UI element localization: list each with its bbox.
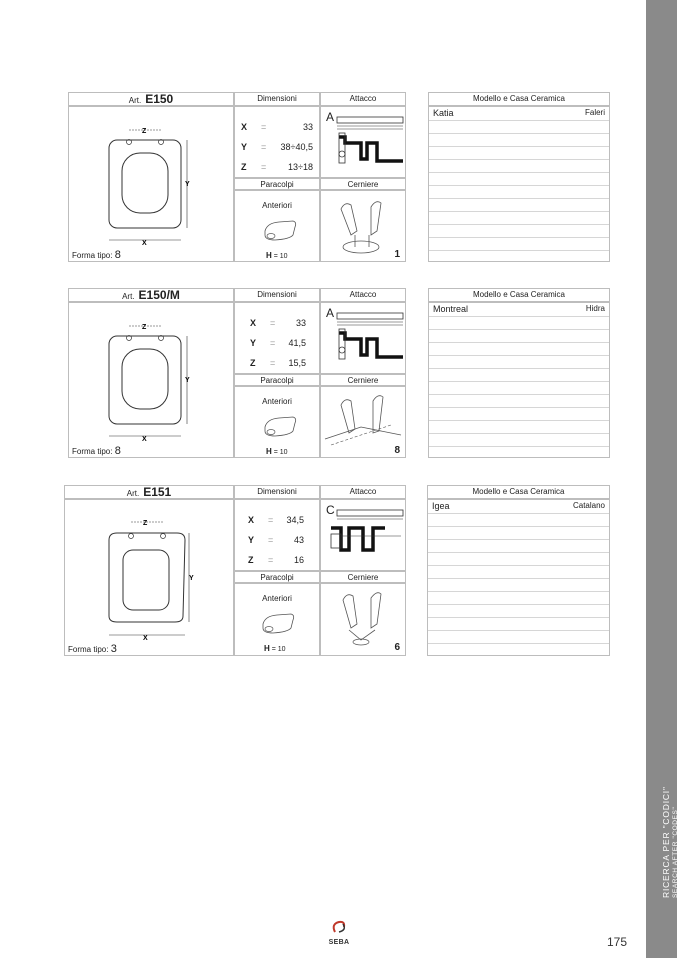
modello-header: Modello e Casa Ceramica — [427, 485, 610, 499]
attacco-cell — [320, 499, 406, 571]
forma-tipo: Forma tipo: 3 — [68, 643, 117, 655]
h-value: H = 10 — [264, 644, 286, 653]
model-row-empty — [429, 407, 609, 421]
model-row: Katia Faleri — [429, 107, 609, 121]
model-row-empty — [429, 342, 609, 356]
model-row-empty — [429, 329, 609, 343]
seat-drawing-cell — [68, 106, 234, 262]
attacco-cell — [320, 302, 406, 374]
model-row-empty — [429, 316, 609, 330]
model-row-empty — [429, 211, 609, 225]
model-row: Montreal Hidra — [429, 303, 609, 317]
dim-x-row: X = 33 — [250, 318, 306, 328]
model-row-empty — [429, 120, 609, 134]
models-table — [428, 106, 610, 262]
attacco-header: Attacco — [320, 92, 406, 106]
svg-text:Y: Y — [189, 575, 194, 582]
attacco-cell — [320, 106, 406, 178]
anteriori-label: Anteriori — [262, 201, 292, 210]
model-row-empty — [428, 604, 609, 618]
dim-z-row: Z = 13÷18 — [241, 162, 313, 172]
svg-text:X: X — [142, 240, 147, 247]
model-row-empty — [428, 565, 609, 579]
model-row-empty — [429, 146, 609, 160]
anteriori-label: Anteriori — [262, 397, 292, 406]
seat-drawing-cell — [68, 302, 234, 458]
dimensions-cell — [234, 499, 320, 571]
dim-y-row: Y = 41,5 — [250, 338, 306, 348]
cerniere-header: Cerniere — [320, 571, 406, 583]
dimensioni-header: Dimensioni — [234, 288, 320, 302]
art-code: E150/M — [138, 288, 180, 302]
dimensioni-header: Dimensioni — [234, 485, 320, 499]
paracolpi-header: Paracolpi — [234, 571, 320, 583]
model-row-empty — [428, 630, 609, 644]
dimensioni-header: Dimensioni — [234, 92, 320, 106]
svg-text:X: X — [142, 436, 147, 443]
model-row-empty — [429, 433, 609, 447]
models-table — [427, 499, 610, 656]
model-row-empty — [429, 237, 609, 251]
fixing-bracket-icon — [321, 500, 407, 572]
model-row-empty — [428, 539, 609, 553]
seat-drawing-cell — [64, 499, 234, 656]
svg-text:Z: Z — [142, 128, 147, 135]
fixing-bracket-icon — [321, 107, 407, 179]
cerniere-number: 8 — [394, 445, 400, 456]
fixing-bracket-icon — [321, 303, 407, 375]
cerniere-number: 1 — [394, 249, 400, 260]
model-row-empty — [429, 394, 609, 408]
model-row-empty — [428, 552, 609, 566]
model-row-empty — [429, 420, 609, 434]
paracolpi-header: Paracolpi — [234, 374, 320, 386]
seat-outline-icon — [65, 500, 235, 657]
dim-x-row: X = 34,5 — [248, 515, 304, 525]
attacco-header: Attacco — [320, 485, 406, 499]
model-row-empty — [429, 368, 609, 382]
dim-y-row: Y = 43 — [248, 535, 304, 545]
model-row-empty — [429, 224, 609, 238]
attacco-letter: A — [326, 110, 335, 124]
art-code: E150 — [145, 92, 174, 106]
art-header: Art. E151 — [64, 485, 234, 499]
modello-header: Modello e Casa Ceramica — [428, 92, 610, 106]
svg-text:Y: Y — [185, 181, 190, 188]
art-header: Art. E150 — [68, 92, 234, 106]
logo-text: SEBA — [328, 939, 350, 946]
model-row-empty — [428, 578, 609, 592]
dim-y-row: Y = 38÷40,5 — [241, 142, 313, 152]
paracolpi-cell — [234, 386, 320, 458]
model-row-empty — [429, 159, 609, 173]
svg-text:Z: Z — [142, 324, 147, 331]
model-row-empty — [428, 513, 609, 527]
attacco-letter: A — [326, 306, 335, 320]
model-row-empty — [429, 172, 609, 186]
h-value: H = 10 — [266, 251, 288, 260]
cerniere-cell — [320, 190, 406, 262]
model-row-empty — [429, 381, 609, 395]
sidebar-line-2: SEARCH AFTER "CODES" — [672, 806, 679, 898]
attacco-header: Attacco — [320, 288, 406, 302]
dim-x-row: X = 33 — [241, 122, 313, 132]
dim-z-row: Z = 15,5 — [250, 358, 306, 368]
modello-header: Modello e Casa Ceramica — [428, 288, 610, 302]
art-header: Art. E150/M — [68, 288, 234, 302]
model-row-empty — [429, 198, 609, 212]
cerniere-header: Cerniere — [320, 178, 406, 190]
seba-swirl-icon — [327, 918, 351, 936]
sidebar-caption — [661, 786, 681, 898]
paracolpi-cell — [234, 190, 320, 262]
model-row-empty — [429, 133, 609, 147]
seba-logo — [327, 918, 351, 948]
model-row-empty — [428, 526, 609, 540]
seat-outline-icon — [69, 303, 235, 459]
forma-tipo: Forma tipo: 8 — [72, 445, 121, 457]
dimensions-cell — [234, 106, 320, 178]
model-row-empty — [428, 591, 609, 605]
model-row-empty — [429, 355, 609, 369]
h-value: H = 10 — [266, 447, 288, 456]
anteriori-label: Anteriori — [262, 594, 292, 603]
svg-text:X: X — [143, 635, 148, 642]
sidebar-line-1: RICERCA PER "CODICI" — [661, 786, 671, 898]
cerniere-cell — [320, 386, 406, 458]
svg-text:Z: Z — [143, 520, 148, 527]
dimensions-cell — [234, 302, 320, 374]
paracolpi-cell — [234, 583, 320, 656]
model-row-empty — [429, 185, 609, 199]
model-row: Igea Catalano — [428, 500, 609, 514]
cerniere-header: Cerniere — [320, 374, 406, 386]
seat-outline-icon — [69, 107, 235, 263]
forma-tipo: Forma tipo: 8 — [72, 249, 121, 261]
cerniere-cell — [320, 583, 406, 656]
dim-z-row: Z = 16 — [248, 555, 304, 565]
attacco-letter: C — [326, 503, 335, 517]
models-table — [428, 302, 610, 458]
art-code: E151 — [143, 485, 172, 499]
page-number: 175 — [607, 935, 628, 949]
svg-text:Y: Y — [185, 377, 190, 384]
paracolpi-header: Paracolpi — [234, 178, 320, 190]
model-row-empty — [428, 617, 609, 631]
cerniere-number: 6 — [394, 642, 400, 653]
